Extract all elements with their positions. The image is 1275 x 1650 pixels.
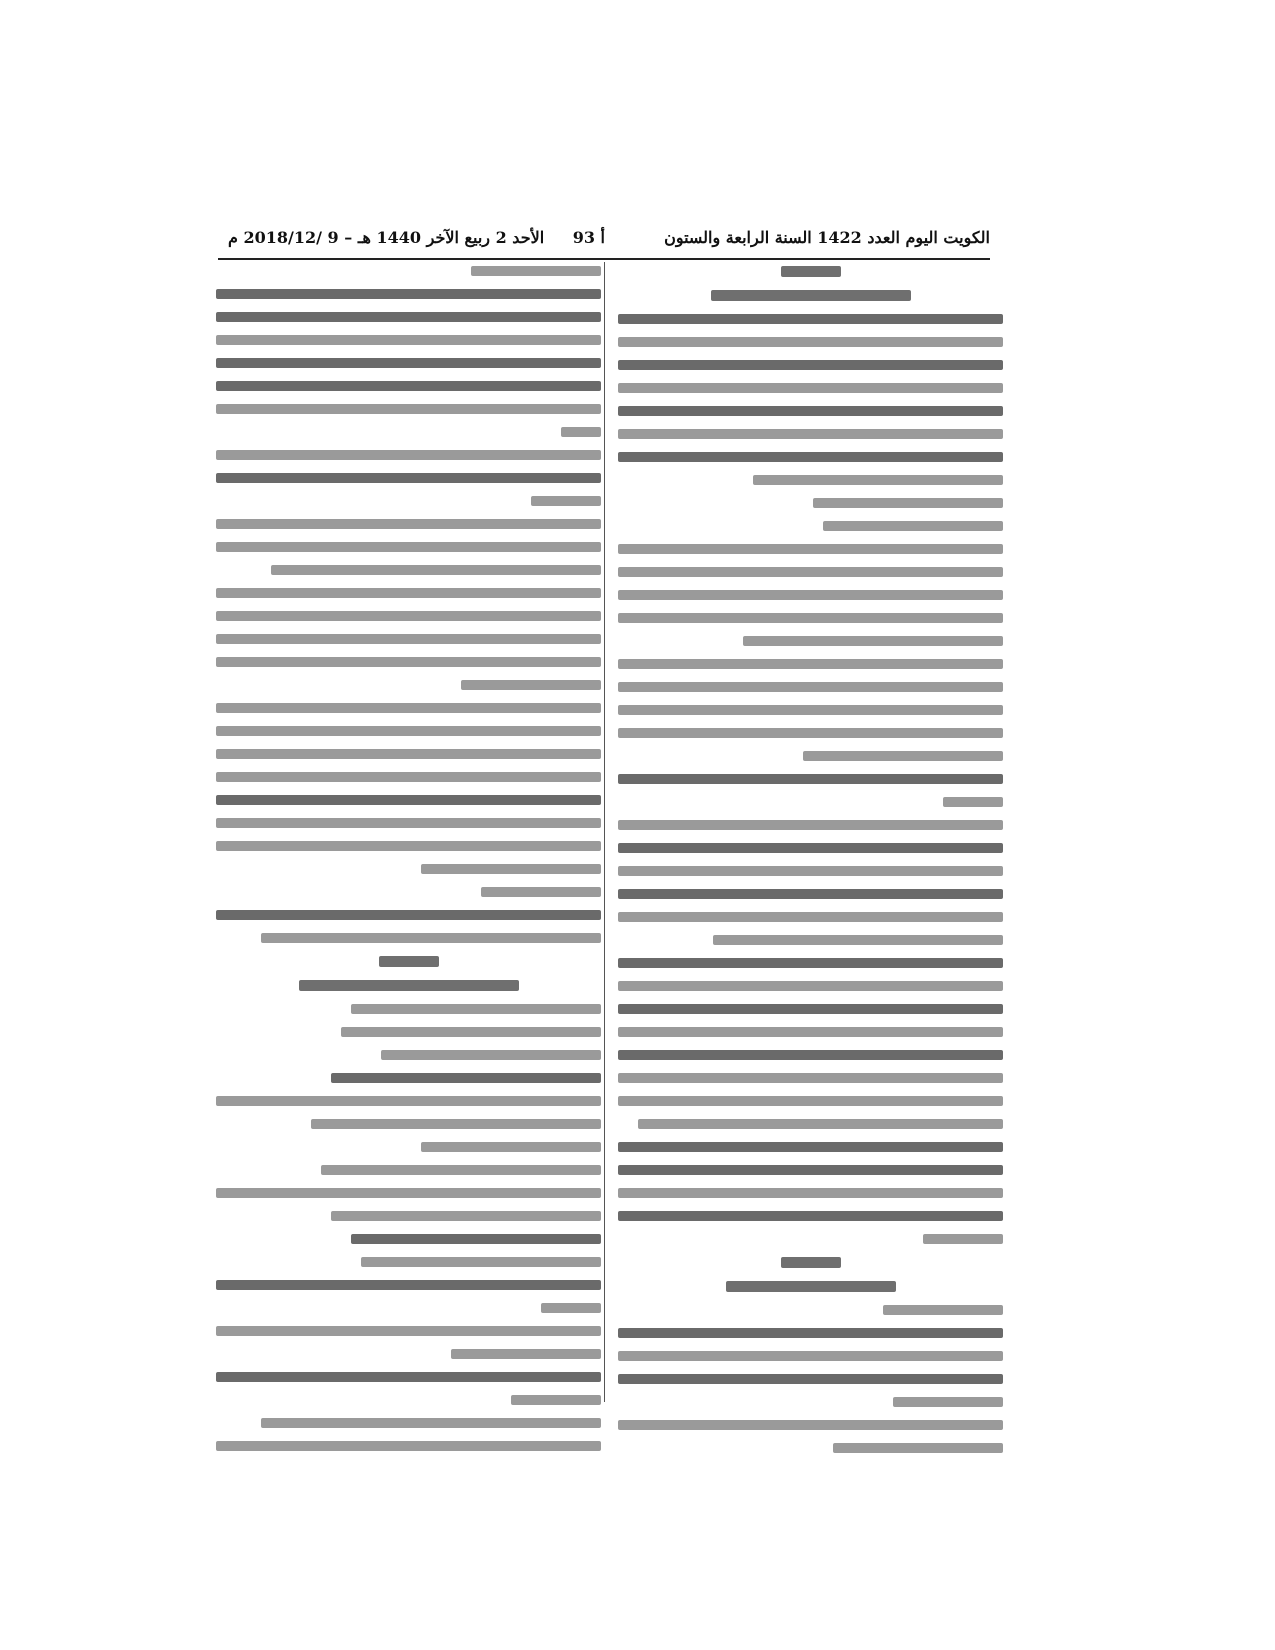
paragraph-line bbox=[618, 705, 1003, 715]
list-item bbox=[341, 1027, 601, 1037]
list-item bbox=[311, 1119, 601, 1129]
chapter-heading bbox=[299, 980, 519, 991]
paragraph-line bbox=[618, 1374, 1003, 1384]
paragraph-line bbox=[531, 496, 601, 506]
paragraph-line bbox=[618, 452, 1003, 462]
paragraph-line bbox=[216, 795, 601, 805]
paragraph-line bbox=[216, 542, 601, 552]
paragraph-line bbox=[823, 521, 1003, 531]
paragraph-line bbox=[216, 473, 601, 483]
paragraph-line bbox=[618, 1027, 1003, 1037]
paragraph-line bbox=[618, 1211, 1003, 1221]
list-item bbox=[451, 1349, 601, 1359]
list-item bbox=[216, 1441, 601, 1451]
paragraph-line bbox=[618, 958, 1003, 968]
paragraph-line bbox=[216, 910, 601, 920]
paragraph-line bbox=[216, 611, 601, 621]
paragraph-line bbox=[481, 887, 601, 897]
chapter-heading bbox=[726, 1281, 896, 1292]
paragraph-line bbox=[943, 797, 1003, 807]
paragraph-line bbox=[618, 383, 1003, 393]
paragraph-line bbox=[618, 889, 1003, 899]
list-item bbox=[331, 1211, 601, 1221]
paragraph-line bbox=[261, 933, 601, 943]
paragraph-line bbox=[561, 427, 601, 437]
paragraph-line bbox=[618, 1351, 1003, 1361]
list-item bbox=[511, 1395, 601, 1405]
list-item bbox=[216, 1372, 601, 1382]
list-item bbox=[381, 1050, 601, 1060]
list-item bbox=[216, 1326, 601, 1336]
list-item bbox=[351, 1004, 601, 1014]
paragraph-line bbox=[618, 1073, 1003, 1083]
paragraph-line bbox=[618, 1050, 1003, 1060]
paragraph-line bbox=[813, 498, 1003, 508]
paragraph-line bbox=[618, 659, 1003, 669]
paragraph-line bbox=[618, 567, 1003, 577]
header-date: الأحد 2 ربيع الآخر 1440 هـ – 9 /2018/12 م bbox=[228, 228, 545, 247]
paragraph-line bbox=[893, 1397, 1003, 1407]
paragraph-line bbox=[421, 864, 601, 874]
paragraph-line bbox=[923, 1234, 1003, 1244]
paragraph-line bbox=[216, 726, 601, 736]
paragraph-line bbox=[618, 590, 1003, 600]
list-item bbox=[361, 1257, 601, 1267]
left-column bbox=[216, 266, 601, 1464]
paragraph-line bbox=[216, 358, 601, 368]
paragraph-line bbox=[216, 519, 601, 529]
paragraph-line bbox=[216, 841, 601, 851]
paragraph-line bbox=[618, 981, 1003, 991]
paragraph-line bbox=[216, 634, 601, 644]
paragraph-line bbox=[618, 1096, 1003, 1106]
list-item bbox=[216, 1280, 601, 1290]
paragraph-line bbox=[216, 404, 601, 414]
paragraph-line bbox=[461, 680, 601, 690]
paragraph-line bbox=[216, 588, 601, 598]
paragraph-line bbox=[618, 774, 1003, 784]
list-item bbox=[321, 1165, 601, 1175]
paragraph-line bbox=[618, 314, 1003, 324]
paragraph-line bbox=[618, 912, 1003, 922]
paragraph-line bbox=[618, 1420, 1003, 1430]
article-heading bbox=[379, 956, 439, 967]
paragraph-line bbox=[216, 312, 601, 322]
list-item bbox=[216, 1096, 601, 1106]
list-item bbox=[351, 1234, 601, 1244]
paragraph-line bbox=[216, 749, 601, 759]
paragraph-line bbox=[753, 475, 1003, 485]
list-item bbox=[331, 1073, 601, 1083]
paragraph-line bbox=[216, 381, 601, 391]
paragraph-line bbox=[618, 1004, 1003, 1014]
paragraph-line bbox=[216, 703, 601, 713]
paragraph-line bbox=[618, 360, 1003, 370]
paragraph-line bbox=[618, 1188, 1003, 1198]
header-publication: الكويت اليوم العدد 1422 السنة الرابعة والستون bbox=[664, 228, 990, 247]
paragraph-line bbox=[833, 1443, 1003, 1453]
paragraph-line bbox=[216, 818, 601, 828]
paragraph-line bbox=[618, 1328, 1003, 1338]
paragraph-line bbox=[618, 1165, 1003, 1175]
paragraph-line bbox=[743, 636, 1003, 646]
list-item bbox=[541, 1303, 601, 1313]
paragraph-line bbox=[618, 406, 1003, 416]
paragraph-line bbox=[216, 772, 601, 782]
paragraph-line bbox=[618, 728, 1003, 738]
paragraph-line bbox=[618, 866, 1003, 876]
article-heading bbox=[781, 1257, 841, 1268]
page-header bbox=[218, 228, 990, 256]
column-divider bbox=[604, 262, 605, 1402]
paragraph-line bbox=[618, 613, 1003, 623]
list-item bbox=[421, 1142, 601, 1152]
paragraph-line bbox=[618, 820, 1003, 830]
paragraph-line bbox=[618, 682, 1003, 692]
list-item bbox=[261, 1418, 601, 1428]
list-item bbox=[216, 1188, 601, 1198]
chapter-heading bbox=[711, 290, 911, 301]
paragraph-line bbox=[471, 266, 601, 276]
paragraph-line bbox=[618, 843, 1003, 853]
paragraph-line bbox=[638, 1119, 1003, 1129]
paragraph-line bbox=[216, 657, 601, 667]
paragraph-line bbox=[883, 1305, 1003, 1315]
paragraph-line bbox=[216, 335, 601, 345]
paragraph-line bbox=[803, 751, 1003, 761]
paragraph-line bbox=[618, 429, 1003, 439]
header-page-number: أ 93 bbox=[572, 228, 605, 247]
paragraph-line bbox=[618, 1142, 1003, 1152]
article-heading bbox=[781, 266, 841, 277]
paragraph-line bbox=[618, 544, 1003, 554]
paragraph-line bbox=[216, 450, 601, 460]
right-column bbox=[618, 266, 1003, 1466]
paragraph-line bbox=[271, 565, 601, 575]
paragraph-line bbox=[618, 337, 1003, 347]
paragraph-line bbox=[216, 289, 601, 299]
header-rule bbox=[218, 258, 990, 260]
paragraph-line bbox=[713, 935, 1003, 945]
